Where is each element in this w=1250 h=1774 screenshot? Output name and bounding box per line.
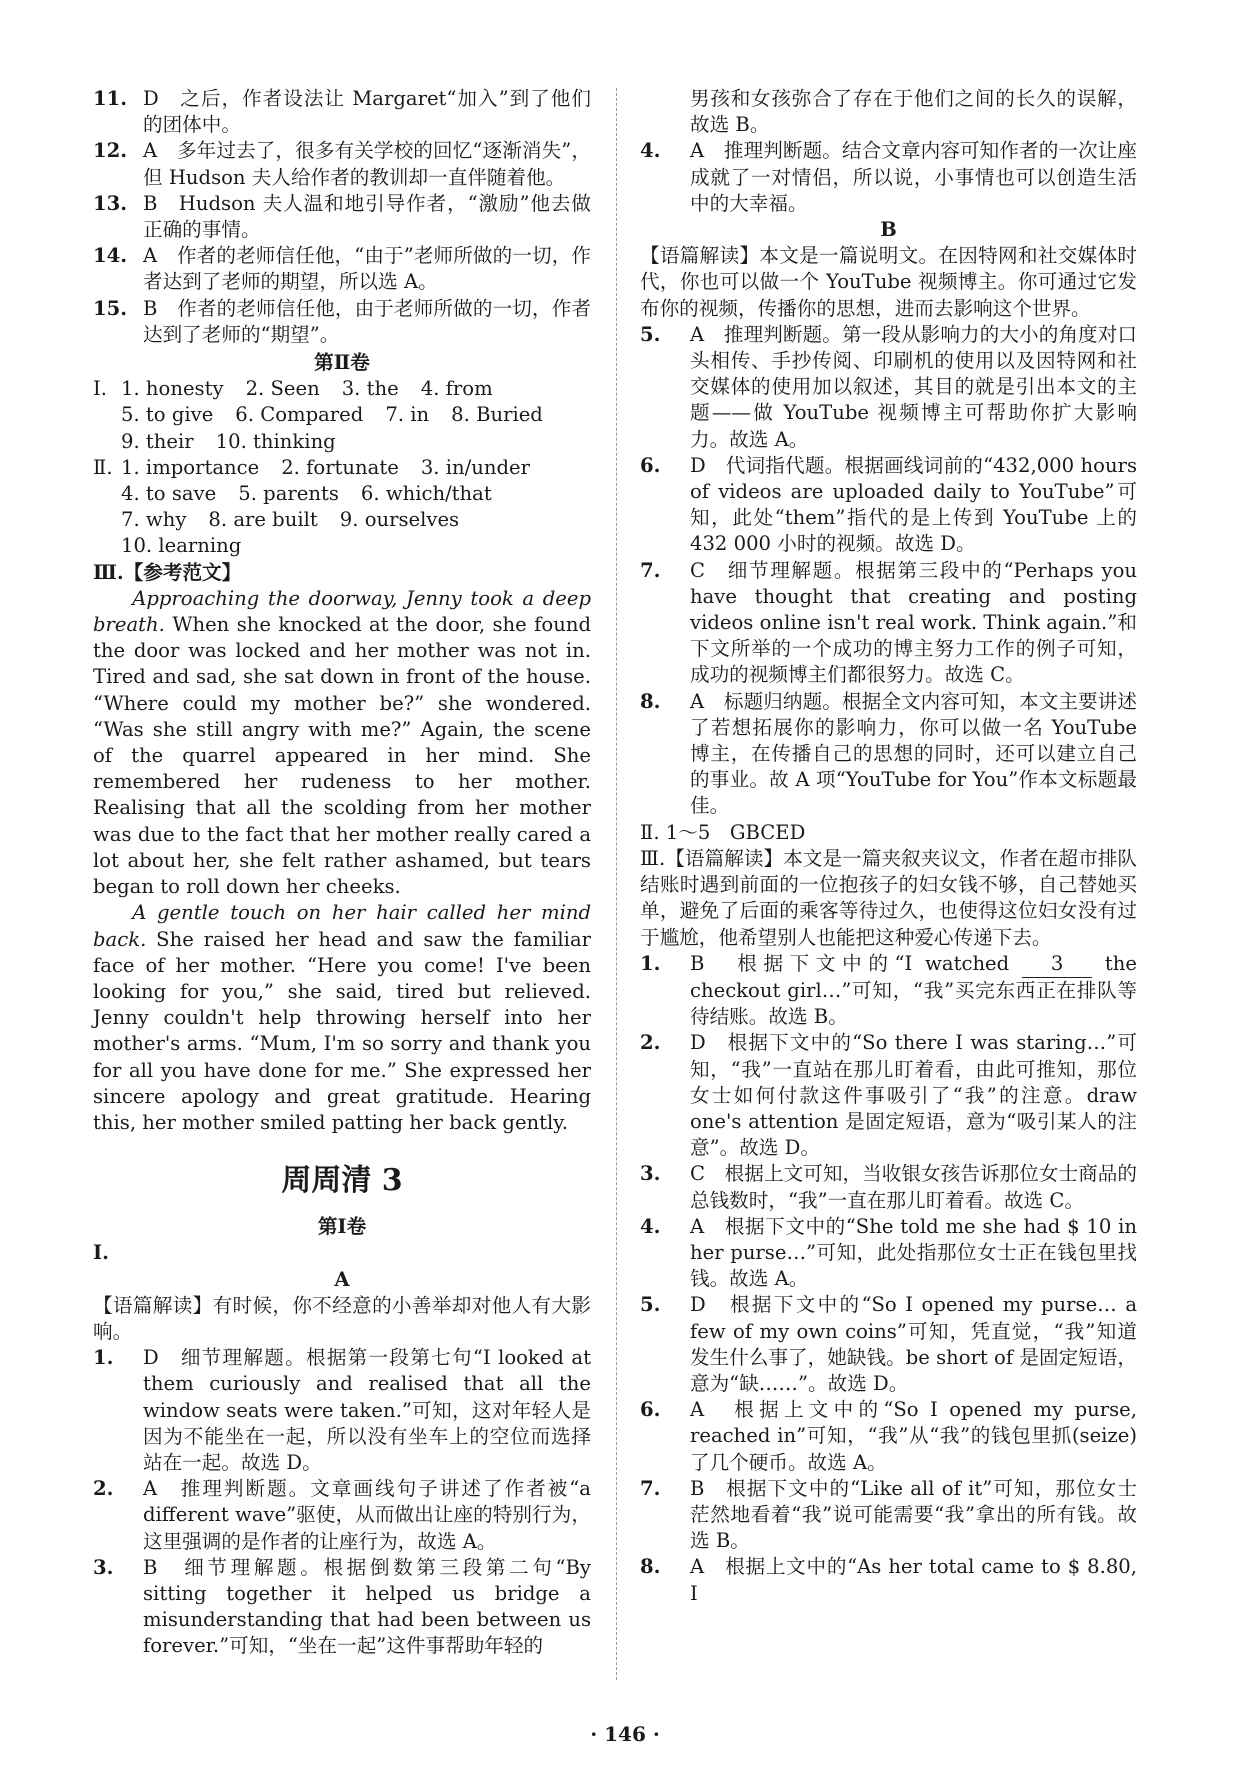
- answer-item: [640, 1476, 1137, 1555]
- answer-item: [640, 322, 1137, 453]
- fill-answer: 3. in/under: [420, 455, 530, 479]
- fill-answer: 2. fortunate: [281, 455, 399, 479]
- section-label: Ⅰ.: [93, 377, 107, 401]
- answer-text: D 代词指代题。根据画线词前的“432,000 hours of videos are uploaded daily to YouTube”可知，此处“them”指代的是上传到 YouTube 上的 432 000 小时的视频。故选 D。: [690, 453, 1137, 556]
- answer-item: [640, 689, 1137, 820]
- essay-p2-lead: A gentle touch on her hair called her mind back.: [93, 901, 591, 951]
- answer-text: A 根据上文中的“As her total came to $ 8.80, I: [690, 1555, 1137, 1605]
- answer-text: D 之后，作者设法让 Margaret“加入”到了他们的团体中。: [143, 87, 591, 137]
- answer-number: 14.: [93, 244, 128, 268]
- answer-number: 12.: [93, 139, 128, 163]
- answer-number: 11.: [93, 87, 128, 110]
- answer-text: B Hudson 夫人温和地引导作者，“激励”他去做正确的事情。: [143, 191, 591, 242]
- answer-text: B 细节理解题。根据倒数第三段第二句“By sitting together it helped us bridge a misunderstanding that had been between us forever.”可知，“坐在一起”这件事帮助年轻的: [143, 1555, 591, 1658]
- answer-item: [640, 453, 1137, 558]
- fill-answer: 4. to save: [121, 482, 217, 506]
- fill-answer: 9. ourselves: [339, 508, 460, 532]
- fill-answer: 1. importance: [121, 455, 260, 479]
- answer-number: 6.: [640, 453, 661, 477]
- sample-essay-label: Ⅲ.【参考范文】: [93, 560, 242, 584]
- essay-p1-body: When she knocked at the door, she found the door was locked and her mother was not in. Tired and sad, she sat down in front of the house. “Where could my mother be?” she wondered. “Was she still angry with me?” Again, the scene of the quarrel appeared in her mind. She remembered her rudeness to her mother. Realising that all the scolding from her mother was due to the fact that her mother really cared a lot about her, she felt rather ashamed, but tears began to roll down her cheeks.: [93, 613, 591, 899]
- answer-number: 7.: [640, 558, 661, 582]
- answer-number: 8.: [640, 1555, 661, 1579]
- answer-text: C 根据上文可知，当收银女孩告诉那位女士商品的总钱数时，“我”一直在那儿盯着看。故选 C。: [690, 1162, 1137, 1212]
- answer-number: 3.: [93, 1555, 114, 1579]
- answer-item: [93, 296, 591, 348]
- section-title-juan2: 第Ⅱ卷: [314, 351, 370, 375]
- answer-text: B 根据下文中的“Like all of it”可知，那位女士茫然地看着“我”说可能需要“我”拿出的所有钱。故选 B。: [690, 1476, 1137, 1553]
- answer-item: [640, 1030, 1137, 1161]
- passage-a-label: A: [334, 1267, 350, 1291]
- answer-number: 2.: [640, 1031, 661, 1055]
- fill-answer: 8. are built: [208, 508, 318, 532]
- answer-item: [640, 1161, 1137, 1213]
- fill-answer: 10. learning: [121, 534, 242, 558]
- answer-text: C 细节理解题。根据第三段中的“Perhaps you have thought that creating and posting videos online isn't real work. Think again.”和下文所举的一个成功的博主努力工作的例子可知，成功的视频博主们都很努力。故选 C。: [690, 558, 1137, 687]
- answer-list-b: [640, 322, 1137, 820]
- answer-text: A 推理判断题。文章画线句子讲述了作者被“a different wave”驱使，从而做出让座的特别行为，这里强调的是作者的让座行为，故选 A。: [143, 1477, 591, 1553]
- fill-row: [93, 429, 591, 455]
- answer-item: [93, 1345, 591, 1476]
- fill-answer: 2. Seen: [245, 377, 320, 401]
- answer-item: [640, 558, 1137, 689]
- answer-text: A 标题归纳题。根据全文内容可知，本文主要讲述了若想拓展你的影响力，你可以做一名 YouTube 博主，在传播自己的思想的同时，还可以建立自己的事业。故 A 项“YouTube for You”作本文标题最佳。: [690, 689, 1137, 818]
- answer-text: A 作者的老师信任他，“由于”老师所做的一切，作者达到了老师的期望，所以选 A。: [143, 244, 591, 294]
- fill-answer: 7. in: [385, 403, 430, 427]
- fill-answer: 7. why: [121, 508, 187, 532]
- fill-answer: 9. their: [121, 429, 194, 453]
- essay-p1-lead: Approaching the doorway, Jenny took a deep breath.: [93, 586, 591, 637]
- answer-3-continued: 男孩和女孩弥合了存在于他们之间的长久的误解，故选 B。: [690, 87, 1137, 137]
- essay-p2-body: She raised her head and saw the familiar face of her mother. “Here you come! I've been looking for you,” she said, tired but relieved. Jenny couldn't help throwing herself into her mother's arms. “Mum, I'm so sorry and thank you for all you have done for me.” She expressed her sincere apology and great gratitude. Hearing this, her mother smiled patting her back gently.: [93, 927, 591, 1134]
- fill-answer: 10. thinking: [215, 429, 336, 453]
- answer-item: [640, 1554, 1137, 1606]
- section-3-summary: Ⅲ.【语篇解读】本文是一篇夹叙夹议文，作者在超市排队结账时遇到前面的一位抱孩子的妇女钱不够，自己替她买单，避免了后面的乘客等待过久，也使得这位妇女没有过于尴尬，他希望别人也能把这种爱心传递下去。: [640, 846, 1137, 949]
- answer-item: [640, 1292, 1137, 1397]
- section-title-juan1: 第Ⅰ卷: [317, 1215, 367, 1239]
- answer-item-1-cloze: [640, 951, 1137, 1031]
- passage-a-summary: 【语篇解读】有时候，你不经意的小善举却对他人有大影响。: [93, 1293, 591, 1343]
- answer-item: [93, 1555, 591, 1660]
- column-divider: [616, 88, 617, 1680]
- answer-number: 5.: [640, 1293, 661, 1317]
- fill-answer: 6. which/that: [360, 482, 492, 506]
- answer-text: A 根据上文中的“So I opened my purse, reached in”可知，“我”从“我”的钱包里抓(seize)了几个硬币。故选 A。: [690, 1398, 1137, 1474]
- answer-number: 4.: [640, 1214, 661, 1238]
- fill-row: [93, 507, 591, 533]
- fill-row: [93, 481, 591, 507]
- answer-text: D 根据下文中的“So I opened my purse… a few of my own coins”可知，凭直觉，“我”知道发生什么事了，她缺钱。be short of 是固定短语，意为“缺……”。故选 D。: [690, 1293, 1137, 1395]
- fill-row: [93, 533, 591, 559]
- answer-list-top: [93, 86, 591, 348]
- fill-row: [93, 376, 591, 402]
- answer-number: 1.: [93, 1346, 114, 1370]
- answer-number: 1.: [640, 951, 661, 975]
- answer-number: 6.: [640, 1398, 661, 1422]
- fill-answer: 6. Compared: [235, 403, 364, 427]
- fill-row: [93, 455, 591, 481]
- answer-item: [93, 138, 591, 190]
- answer-text: A 推理判断题。第一段从影响力的大小的角度对口头相传、手抄传阅、印刷机的使用以及因特网和社交媒体的使用加以叙述，其目的就是引出本文的主题——做 YouTube 视频博主可帮助你扩大影响力。故选 A。: [690, 322, 1137, 451]
- blank-underline: 3: [1022, 951, 1092, 978]
- answer-item: [93, 243, 591, 295]
- fill-answer: 1. honesty: [121, 377, 224, 401]
- passage-b-label: B: [880, 218, 897, 242]
- answer-item: [93, 86, 591, 138]
- fill-section-2: [93, 455, 591, 560]
- answer-number: 8.: [640, 689, 661, 713]
- fill-answer: 8. Buried: [451, 403, 543, 427]
- answer-text: D 细节理解题。根据第一段第七句“I looked at them curiously and realised that all the window seats were taken.”可知，这对年轻人是因为不能坐在一起，所以没有坐车上的空位而选择站在一起。故选 D。: [143, 1346, 591, 1474]
- answer-number: 4.: [640, 139, 661, 163]
- essay-paragraph-2: [93, 900, 591, 1136]
- answer-item: [640, 1214, 1137, 1293]
- answer-text: B 作者的老师信任他，由于老师所做的一切，作者达到了老师的“期望”。: [143, 296, 591, 346]
- right-column: [640, 86, 1137, 1607]
- fill-row: [93, 402, 591, 428]
- fill-answer: 5. to give: [121, 403, 214, 427]
- answer-item: [93, 191, 591, 243]
- passage-b-summary: 【语篇解读】本文是一篇说明文。在因特网和社交媒体时代，你也可以做一个 YouTube 视频博主。你可通过它发布你的视频，传播你的思想，进而去影响这个世界。: [640, 244, 1137, 320]
- answer-text: A 多年过去了，很多有关学校的回忆“逐渐消失”，但 Hudson 夫人给作者的教训却一直伴随着他。: [143, 139, 591, 189]
- section-2-answers: Ⅱ. 1～5 GBCED: [640, 820, 806, 844]
- left-column: [93, 86, 591, 1660]
- fill-answer: 5. parents: [238, 482, 339, 506]
- answer-item: [93, 1476, 591, 1555]
- fill-answer: 4. from: [420, 377, 493, 401]
- answer-number: 5.: [640, 322, 661, 346]
- answer-item-4: [640, 138, 1137, 217]
- answer-number: 15.: [93, 296, 128, 320]
- answer-list-cloze: [640, 1030, 1137, 1606]
- answer-item: [640, 1397, 1137, 1476]
- answer-text-post: the checkout girl…”可知，“我”买完东西正在排队等待结账。故选 B。: [690, 951, 1138, 1029]
- answer-text: A 根据下文中的“She told me she had $ 10 in her purse…”可知，此处指那位女士正在钱包里找钱。故选 A。: [690, 1214, 1137, 1291]
- answer-number: 2.: [93, 1477, 114, 1501]
- weekly-test-title: 周周清 3: [281, 1163, 403, 1199]
- fill-answer: 3. the: [341, 377, 399, 401]
- section-label: Ⅱ.: [93, 455, 113, 479]
- answer-number: 13.: [93, 191, 128, 215]
- answer-text: D 根据下文中的“So there I was staring…”可知，“我”一直站在那儿盯着看，由此可推知，那位女士如何付款这件事吸引了“我”的注意。draw one's attention 是固定短语，意为“吸引某人的注意”。故选 D。: [690, 1031, 1137, 1160]
- fill-section-1: [93, 376, 591, 455]
- page-number: · 146 ·: [590, 1722, 660, 1746]
- roman-1-label: Ⅰ.: [93, 1241, 109, 1265]
- essay-paragraph-1: [93, 586, 591, 900]
- answer-number: 3.: [640, 1162, 661, 1186]
- answer-number: 7.: [640, 1476, 661, 1500]
- answer-list-a: [93, 1345, 591, 1659]
- answer-text: A 推理判断题。结合文章内容可知作者的一次让座成就了一对情侣，所以说，小事情也可以创造生活中的大幸福。: [690, 139, 1137, 215]
- answer-text-pre: B 根据下文中的“I watched: [690, 951, 1023, 975]
